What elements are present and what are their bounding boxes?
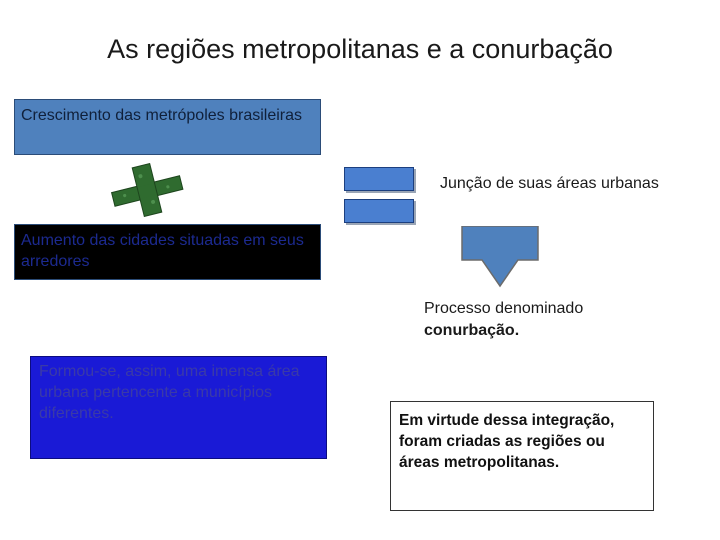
junction-label: Junção de suas áreas urbanas [440,175,659,192]
equals-bar-top [344,167,414,191]
process-term: conurbação. [424,322,520,339]
surroundings-box: Aumento das cidades situadas em seus arredores [14,224,321,280]
equals-bar-bottom [344,199,414,223]
process-prefix: Processo denominado [424,300,584,317]
growth-box: Crescimento das metrópoles brasileiras [14,99,321,155]
page-title: As regiões metropolitanas e a conurbação [107,34,613,64]
arrow-down-icon [460,226,540,288]
process-label [424,298,664,342]
formed-box: Formou-se, assim, uma imensa área urbana pertencente a municípios diferentes. [30,356,327,459]
equals-icon [344,167,414,221]
result-box: Em virtude dessa integração, foram criadas as regiões ou áreas metropolitanas. [390,401,654,511]
plus-icon [108,163,186,217]
